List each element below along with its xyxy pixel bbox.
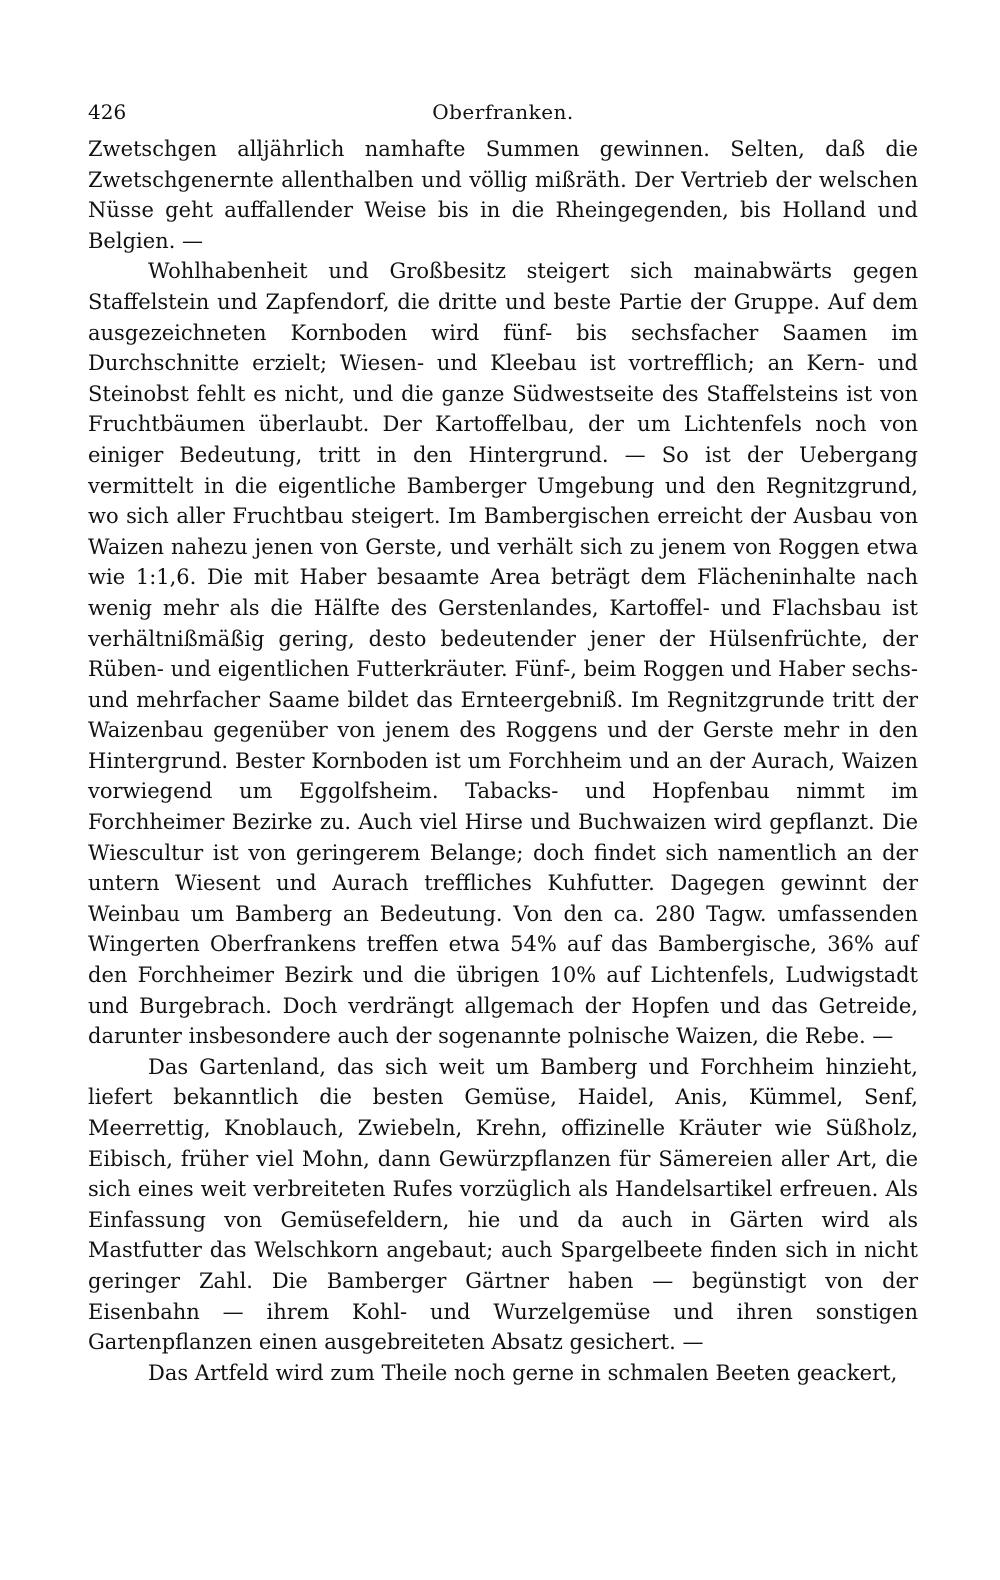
body-text [88,134,918,1388]
paragraph-staffelstein: Wohlhabenheit und Großbesitz steigert sich mainabwärts gegen Staffelstein und Zapfendorf, die dritte und beste Partie der Gruppe. Auf dem ausgezeichneten Kornboden wird fünf- bis sechsfacher Saamen im Durchschnitte erzielt; Wiesen- und Kleebau ist vortrefflich; an Kern- und Steinobst fehlt es nicht, und die ganze Südwestseite des Staffelsteins ist von Fruchtbäumen überlaubt. Der Kartoffelbau, der um Lichtenfels noch von einiger Bedeutung, tritt in den Hintergrund. — So ist der Uebergang vermittelt in die eigentliche Bamberger Umgebung und den Regnitzgrund, wo sich aller Fruchtbau steigert. Im Bambergischen erreicht der Ausbau von Waizen nahezu jenen von Gerste, und verhält sich zu jenem von Roggen etwa wie 1:1,6. Die mit Haber besaamte Area beträgt dem Flächeninhalte nach wenig mehr als die Hälfte des Gerstenlandes, Kartoffel- und Flachsbau ist verhältnißmäßig gering, desto bedeutender jener der Hülsenfrüchte, der Rüben- und eigentlichen Futterkräuter. Fünf-, beim Roggen und Haber sechs- und mehrfacher Saame bildet das Ernteergebniß. Im Regnitzgrunde tritt der Waizenbau gegenüber von jenem des Roggens und der Gerste mehr in den Hintergrund. Bester Kornboden ist um Forchheim und an der Aurach, Waizen vorwiegend um Eggolfsheim. Tabacks- und Hopfenbau nimmt im Forchheimer Bezirke zu. Auch viel Hirse und Buchwaizen wird gepflanzt. Die Wiescultur ist von geringerem Belange; doch findet sich namentlich an der untern Wiesent und Aurach treffliches Kuhfutter. Dagegen gewinnt der Weinbau um Bamberg an Bedeutung. Von den ca. 280 Tagw. umfassenden Wingerten Oberfrankens treffen etwa 54% auf das Bambergische, 36% auf den Forchheimer Bezirk und die übrigen 10% auf Lichtenfels, Ludwigstadt und Burgebrach. Doch verdrängt allgemach der Hopfen und das Getreide, darunter insbesondere auch der sogenannte polnische Waizen, die Rebe. — [88,259,918,1049]
page-number: 426 [88,100,127,124]
book-page [88,92,918,1542]
paragraph-artfeld: Das Artfeld wird zum Theile noch gerne in schmalen Beeten geackert, [148,1360,898,1385]
paragraph-gartenland: Das Gartenland, das sich weit um Bamberg und Forchheim hinzieht, liefert bekanntlich die besten Gemüse, Haidel, Anis, Kümmel, Senf, Meerrettig, Knoblauch, Zwiebeln, Krehn, offizinelle Kräuter wie Süßholz, Eibisch, früher viel Mohn, dann Gewürzpflanzen für Sämereien aller Art, die sich eines weit verbreiteten Rufes vorzüglich als Handelsartikel erfreuen. Als Einfassung von Gemüsefeldern, hie und da auch in Gärten wird als Mastfutter das Welschkorn angebaut; auch Spargelbeete finden sich in nicht geringer Zahl. Die Bamberger Gärtner haben — begünstigt von der Eisenbahn — ihrem Kohl- und Wurzelgemüse und ihren sonstigen Gartenpflanzen einen ausgebreiteten Absatz gesichert. — [88,1054,918,1355]
running-head [88,92,918,132]
running-title: Oberfranken. [432,100,574,124]
paragraph-continuation: Zwetschgen alljährlich namhafte Summen gewinnen. Selten, daß die Zwetschgenernte allenthalben und völlig mißräth. Der Vertrieb der welschen Nüsse geht auffallender Weise bis in die Rheingegenden, bis Holland und Belgien. — [88,137,918,253]
